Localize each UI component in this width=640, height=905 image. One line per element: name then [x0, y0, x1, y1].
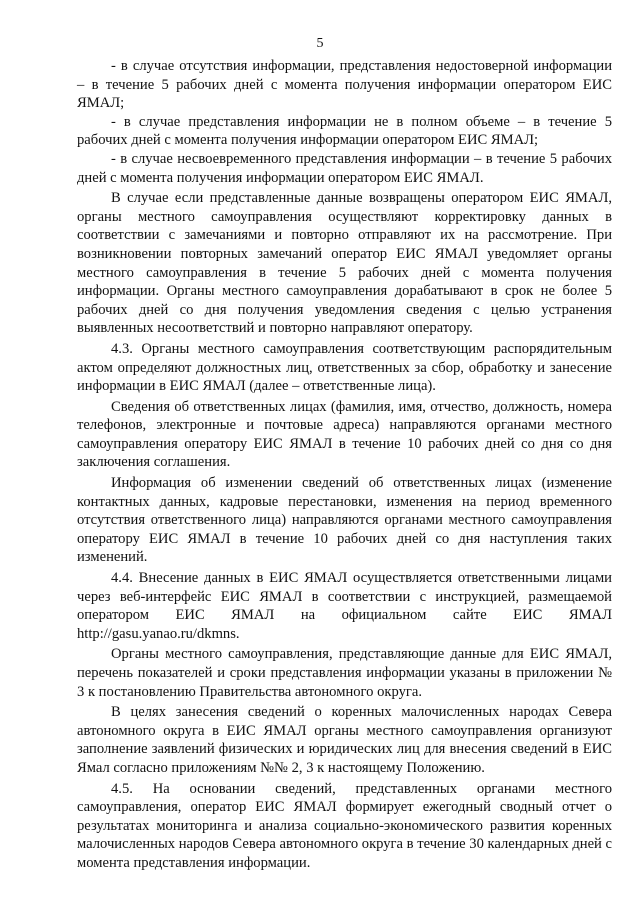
paragraph-1: - в случае отсутствия информации, представления недостоверной информации – в течение 5 рабочих дней с момента получения информации оператором ЕИС ЯМАЛ; — [77, 58, 612, 112]
paragraph-4: В случае если представленные данные возвращены оператором ЕИС ЯМАЛ, органы местного самоуправления осуществляют корректировку данных в соответствии с замечаниями и повторно отправляют их на рассмотрение. При возникновении повторных замечаний оператор ЕИС ЯМАЛ уведомляет органы местного самоуправления в течение 5 рабочих дней с момента получения информации. Органы местного самоуправления дорабатывают в срок не более 5 рабочих дней со дня получения уведомления сведения с целью устранения выявленных несоответствий и повторно направляют оператору. — [77, 190, 612, 337]
paragraph-3: - в случае несвоевременного представления информации – в течение 5 рабочих дней с момента получения информации оператором ЕИС ЯМАЛ. — [77, 150, 612, 186]
paragraph-10: В целях занесения сведений о коренных малочисленных народах Севера автономного округа в ЕИС ЯМАЛ органы местного самоуправления организуют заполнение заявлений физических и юридических лиц для внесения сведений в ЕИС Ямал согласно приложениям №№ 2, 3 к настоящему Положению. — [77, 704, 612, 776]
paragraph-5: 4.3. Органы местного самоуправления соответствующим распорядительным актом определяют должностных лиц, ответственных за сбор, обработку и занесение информации в ЕИС ЯМАЛ (далее – ответственные лица). — [77, 340, 612, 395]
page-number: 5 — [316, 36, 324, 51]
document-body — [77, 57, 612, 873]
paragraph-8: 4.4. Внесение данных в ЕИС ЯМАЛ осуществляется ответственными лицами через веб-интерфейс ЕИС ЯМАЛ в соответствии с инструкцией, размещаемой оператором ЕИС ЯМАЛ на официальном сайте ЕИС ЯМАЛ http://gasu.yanao.ru/dkmns. — [77, 570, 612, 642]
paragraph-2: - в случае представления информации не в полном объеме – в течение 5 рабочих дней с момента получения информации оператором ЕИС ЯМАЛ; — [77, 113, 612, 149]
paragraph-6: Сведения об ответственных лицах (фамилия, имя, отчество, должность, номера телефонов, электронные и почтовые адреса) направляются органами местного самоуправления оператору ЕИС ЯМАЛ в течение 10 рабочих дней со дня со дня заключения соглашения. — [77, 398, 612, 471]
paragraph-9: Органы местного самоуправления, представляющие данные для ЕИС ЯМАЛ, перечень показателей и сроки представления информации указаны в приложении № 3 к постановлению Правительства автономного округа. — [77, 646, 612, 700]
paragraph-11: 4.5. На основании сведений, представленных органами местного самоуправления, оператор ЕИС ЯМАЛ формирует ежегодный сводный отчет о результатах мониторинга и анализа социально-экономического развития коренных малочисленных народов Севера автономного округа в течение 30 календарных дней с момента представления информации. — [77, 780, 612, 871]
paragraph-7: Информация об изменении сведений об ответственных лицах (изменение контактных данных, кадровые перестановки, изменения на период временного отсутствия ответственного лица) направляются органами местного самоуправления оператору ЕИС ЯМАЛ в течение 10 рабочих дней со дня наступления таких изменений. — [77, 475, 612, 566]
